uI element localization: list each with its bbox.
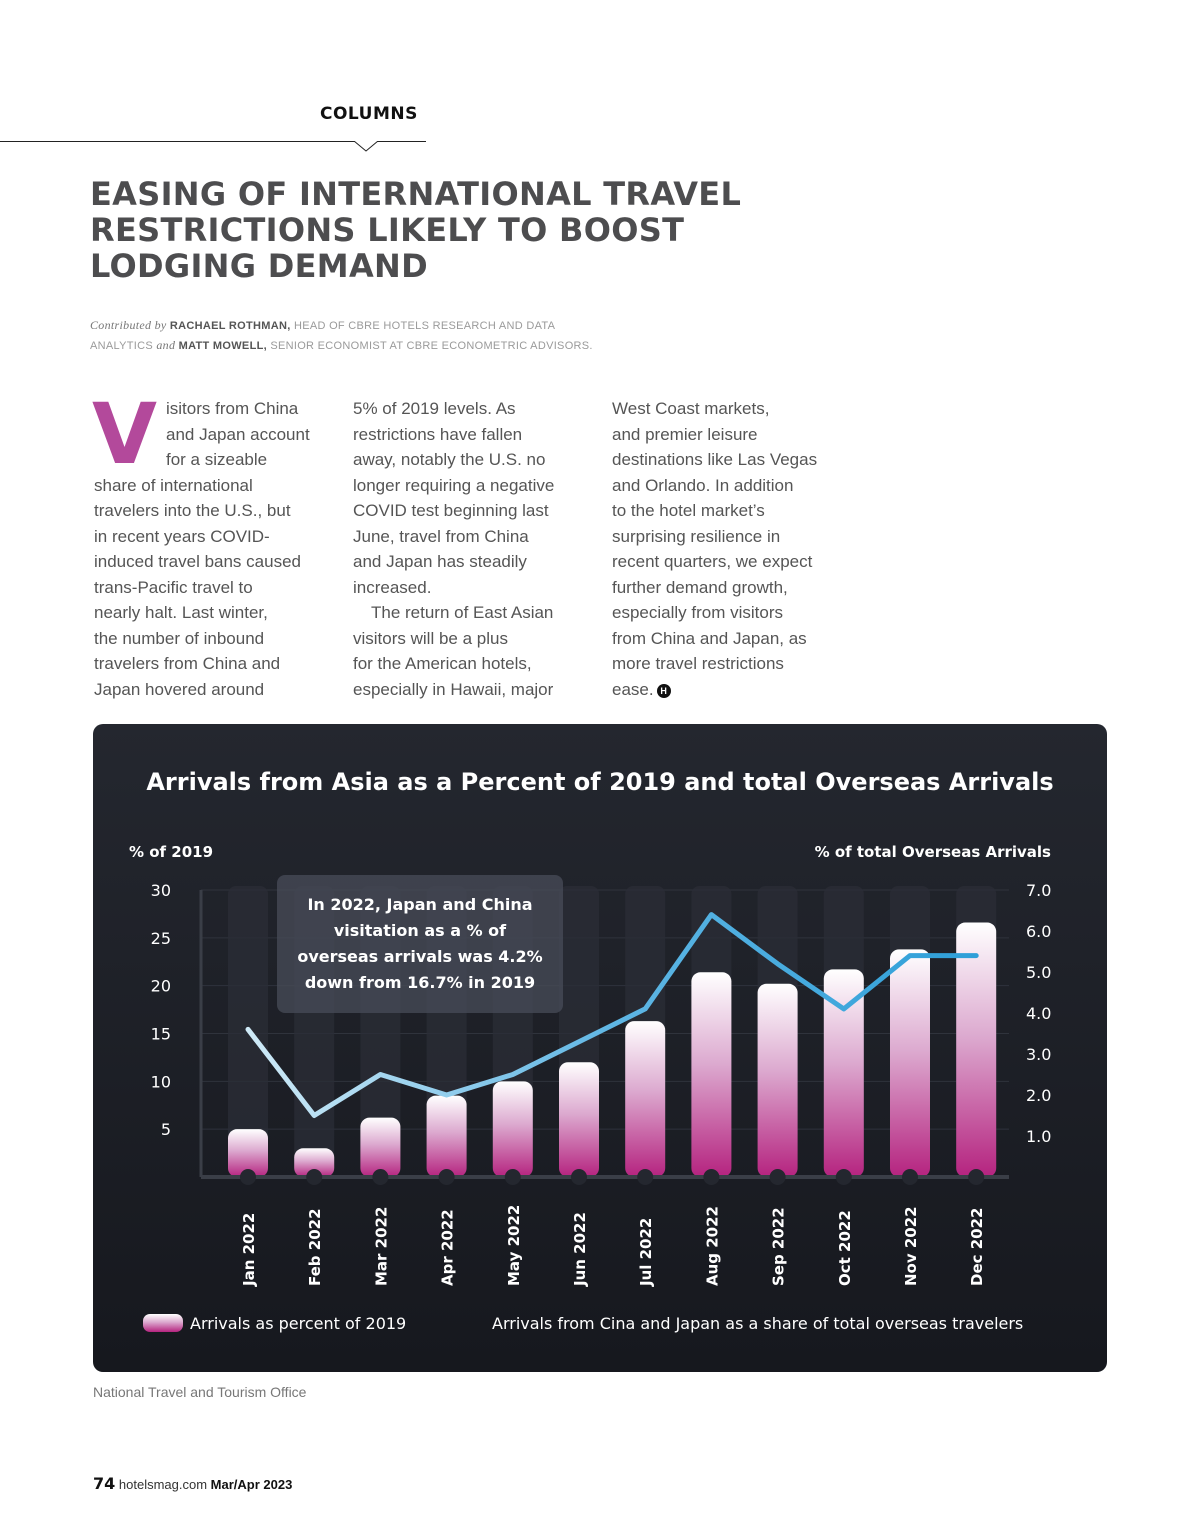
bar-jun-2022 [559, 1062, 599, 1177]
headline-line: RESTRICTIONS LIKELY TO BOOST [90, 211, 685, 249]
body-line: West Coast markets, [612, 399, 770, 418]
body-line: visitors will be a plus [353, 628, 508, 648]
x-tick-label: Jul 2022 [637, 1217, 656, 1286]
x-tick-marker [372, 1169, 388, 1185]
body-line: for the American hotels, [353, 654, 532, 673]
byline-author-2: MATT MOWELL, [178, 340, 267, 352]
body-line: travelers into the U.S., but [94, 501, 291, 520]
body-line: Japan hovered around [94, 679, 265, 699]
x-tick-marker [703, 1169, 719, 1185]
annotation-text: overseas arrivals was 4.2% [297, 947, 543, 966]
x-tick-marker [439, 1169, 455, 1185]
body-line: The return of East Asian [371, 603, 554, 622]
x-tick-label: Dec 2022 [968, 1207, 987, 1286]
legend-bar-swatch [143, 1314, 183, 1332]
right-tick-label: 4.0 [1026, 1004, 1052, 1023]
x-tick-marker [637, 1169, 653, 1185]
legend-bar-label: Arrivals as percent of 2019 [190, 1314, 407, 1333]
body-line: the number of inbound [94, 628, 265, 648]
body-line: COVID test beginning last [353, 501, 549, 520]
x-tick-label: Aug 2022 [703, 1206, 722, 1286]
right-tick-label: 7.0 [1026, 881, 1052, 900]
body-line: to the hotel market’s [612, 501, 765, 520]
x-tick-label: Jun 2022 [571, 1212, 589, 1286]
bar-jul-2022 [625, 1021, 665, 1177]
bar-dec-2022 [956, 923, 996, 1177]
left-tick-label: 20 [150, 976, 171, 996]
right-axis-title: % of total Overseas Arrivals [814, 843, 1051, 861]
body-line: June, travel from China [353, 526, 529, 546]
x-tick-label: Apr 2022 [438, 1209, 457, 1286]
source-note: National Travel and Tourism Office [93, 1384, 307, 1400]
byline-role-2: SENIOR ECONOMIST AT CBRE ECONOMETRIC ADVISORS. [270, 340, 593, 352]
footer-site: hotelsmag.com [118, 1477, 208, 1492]
body-line: ease. H [612, 677, 862, 703]
body-line: and Orlando. In addition [612, 475, 794, 495]
bar-sep-2022 [758, 984, 798, 1177]
body-line: away, notably the U.S. no [353, 450, 546, 469]
annotation-text: down from 16.7% in 2019 [304, 973, 536, 992]
bar-aug-2022 [691, 972, 731, 1177]
page-footer [93, 1474, 292, 1493]
body-line: especially in Hawaii, major [353, 679, 554, 699]
body-line: more travel restrictions [612, 654, 784, 673]
body-line: from China and Japan, as [612, 628, 807, 648]
body-line: further demand growth, [612, 577, 788, 597]
byline-author-1: RACHAEL ROTHMAN, [169, 320, 291, 332]
body-line: trans-Pacific travel to [94, 577, 253, 597]
x-tick-label: Sep 2022 [769, 1207, 788, 1286]
byline-and: and [156, 338, 176, 352]
byline-contributed: Contributed by [90, 318, 167, 332]
x-tick-label: Jan 2022 [240, 1212, 258, 1286]
x-tick-label: May 2022 [504, 1204, 523, 1286]
bar-apr-2022 [427, 1096, 467, 1177]
body-line: induced travel bans caused [94, 552, 301, 571]
right-tick-label: 1.0 [1026, 1127, 1052, 1146]
x-tick-marker [240, 1169, 256, 1185]
headline-line: LODGING DEMAND [90, 247, 428, 285]
byline [90, 316, 610, 356]
bar-nov-2022 [890, 949, 930, 1177]
left-tick-label: 10 [150, 1072, 171, 1092]
article-headline [90, 176, 850, 284]
bar-may-2022 [493, 1081, 533, 1177]
x-tick-label: Mar 2022 [372, 1206, 391, 1286]
body-line: and Japan account [166, 424, 310, 444]
x-tick-label: Oct 2022 [835, 1210, 854, 1286]
bar-mar-2022 [360, 1118, 400, 1177]
section-label: COLUMNS [320, 104, 418, 124]
left-tick-label: 30 [150, 881, 171, 900]
x-tick-label: Feb 2022 [306, 1208, 325, 1286]
byline-role-1b: ANALYTICS [90, 340, 154, 352]
annotation-text: visitation as a % of [333, 921, 507, 940]
drop-cap: V [92, 385, 158, 483]
x-tick-marker [770, 1169, 786, 1185]
body-line: destinations like Las Vegas [612, 450, 818, 469]
body-line: especially from visitors [612, 603, 783, 622]
body-line: 5% of 2019 levels. As [353, 399, 516, 418]
body-line: isitors from China [166, 399, 299, 418]
left-tick-label: 15 [150, 1024, 171, 1044]
body-line: nearly halt. Last winter, [94, 603, 268, 622]
right-tick-label: 5.0 [1026, 963, 1052, 982]
annotation-text: In 2022, Japan and China [307, 895, 533, 914]
x-tick-marker [968, 1169, 984, 1185]
x-tick-marker [836, 1169, 852, 1185]
x-tick-marker [902, 1169, 918, 1185]
body-line: surprising resilience in [612, 526, 781, 546]
body-line: and premier leisure [612, 424, 758, 444]
body-line: longer requiring a negative [353, 475, 555, 495]
right-tick-label: 2.0 [1026, 1086, 1052, 1105]
byline-role-1: HEAD OF CBRE HOTELS RESEARCH AND DATA [293, 320, 556, 332]
x-tick-marker [306, 1169, 322, 1185]
body-line: restrictions have fallen [353, 424, 523, 444]
body-line: share of international [94, 475, 253, 495]
chart-title: Arrivals from Asia as a Percent of 2019 and total Overseas Arrivals [146, 768, 1054, 796]
left-axis-title: % of 2019 [129, 843, 214, 861]
legend-line-label: Arrivals from Cina and Japan as a share of total overseas travelers [492, 1314, 1024, 1333]
headline-line: EASING OF INTERNATIONAL TRAVEL [90, 175, 742, 213]
x-tick-marker [571, 1169, 587, 1185]
body-column-3 [612, 396, 862, 702]
body-line: increased. [353, 577, 432, 597]
body-column-2 [353, 396, 603, 702]
x-tick-label: Nov 2022 [902, 1206, 920, 1286]
section-notch [354, 141, 378, 153]
chart-svg [93, 724, 1107, 1372]
chart-card [93, 724, 1107, 1372]
page-number: 74 [93, 1474, 116, 1493]
body-column-1 [94, 396, 344, 702]
left-tick-label: 5 [160, 1120, 171, 1140]
right-tick-label: 6.0 [1026, 922, 1052, 941]
x-tick-marker [505, 1169, 521, 1185]
body-line: for a sizeable [166, 450, 268, 469]
end-mark-icon: H [657, 684, 671, 698]
body-line: and Japan has steadily [353, 552, 527, 571]
footer-issue: Mar/Apr 2023 [210, 1477, 293, 1492]
body-line: travelers from China and [94, 654, 281, 673]
right-tick-label: 3.0 [1026, 1045, 1052, 1064]
left-tick-label: 25 [150, 928, 171, 948]
body-line: recent quarters, we expect [612, 552, 813, 571]
body-line: in recent years COVID- [94, 526, 270, 546]
